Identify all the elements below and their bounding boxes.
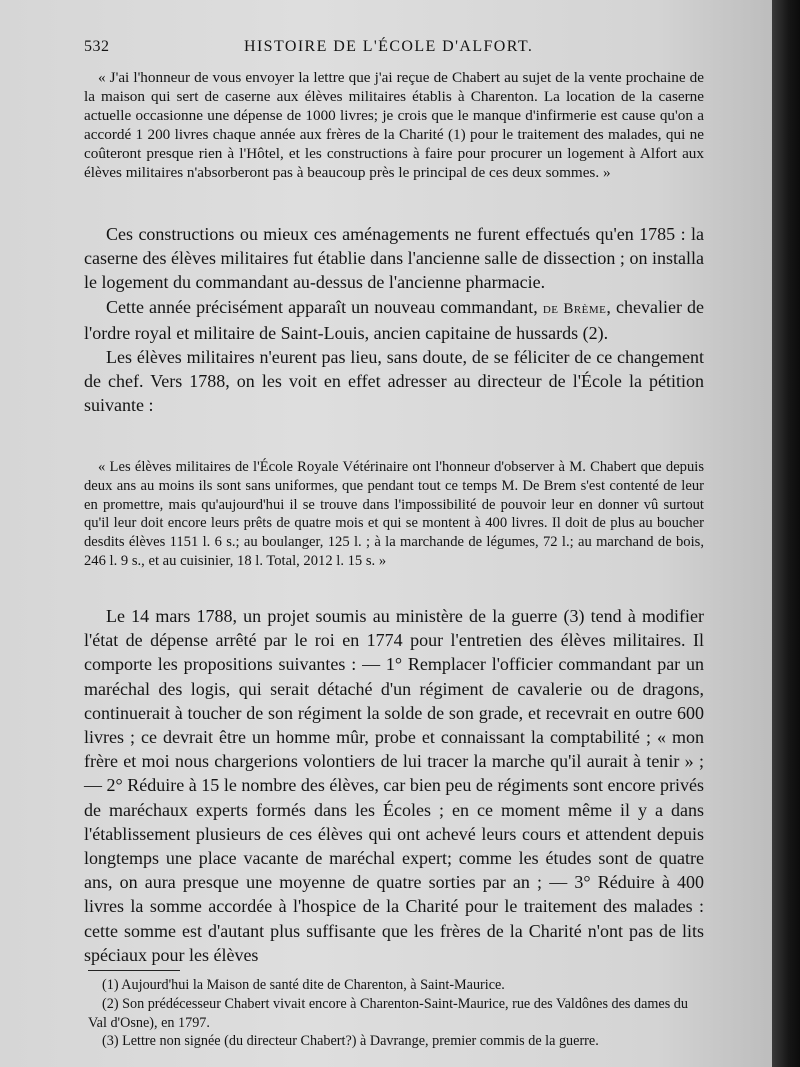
commander-name: de Brème [542,300,607,317]
paragraph-new-commander [84,295,704,345]
paragraph-text: , chevalier de l'ordre royal et militaire de Saint-Louis, ancien capitaine de hussards (2). [84,296,704,343]
footnote-separator [88,970,180,971]
footnote-3: (3) Lettre non signée (du directeur Chabert?) à Davrange, premier commis de la guerre. [102,1033,599,1050]
footnotes [88,976,702,1051]
quoted-letter-chabert: « J'ai l'honneur de vous envoyer la lettre que j'ai reçue de Chabert au sujet de la vente prochaine de la maison qui sert de caserne aux élèves militaires établis à Charenton. La location de la caserne actuelle occasionne une dépense de 1000 livres; je crois que le manque d'infirmerie est cause qu'on a accordé 1 200 livres chaque année aux frères de la Charité (1) pour le traitement des malades, qui ne coûteront presque rien à l'Hôtel, et les constructions à faire pour procurer un logement à Alfort aux élèves militaires n'absorberont pas à beaucoup près le principal de ces deux sommes. » [84,69,704,182]
paragraph-project-1788: Le 14 mars 1788, un projet soumis au ministère de la guerre (3) tend à modifier l'état de dépense arrêté par le roi en 1774 pour l'entretien des élèves militaires. Il comporte les propositions suivantes : — 1° Remplacer l'officier commandant par un maréchal des logis, qui serait détaché d'un régiment de cavalerie ou de dragons, continuerait à toucher de son régiment la solde de son grade, et recevrait en outre 600 livres ; ce devrait être un homme mûr, probe et connaissant la comptabilité ; « mon frère et moi nous chargerions volontiers de lui tracer la marche qu'il aurait à tenir » ; — 2° Réduire à 15 le nombre des élèves, car bien peu de régiments sont encore privés de maréchaux experts formés dans les Écoles ; en ce moment même il y a dans l'établissement plusieurs de ces élèves qui ont achevé leurs cours et attendent depuis longtemps une place vacante de maréchal expert; comme les études sont de quatre ans, on aura presque une moyenne de quatre sorties par an ; — 3° Réduire à 400 livres la somme accordée à l'hospice de la Charité pour le traitement des malades : cette somme est d'autant plus suffisante que les frères de la Charité n'ont pas de lits spéciaux pour les élèves [84,606,704,965]
book-gutter-shadow [772,0,800,1067]
footnote-2: (2) Son prédécesseur Chabert vivait encore à Charenton-Saint-Maurice, rue des Valdônes des dames du Val d'Osne), en 1797. [88,995,688,1031]
paragraph-text: Cette année précisément apparaît un nouveau commandant, [106,296,543,317]
main-text-lower [84,604,704,967]
running-title: HISTOIRE DE L'ÉCOLE D'ALFORT. [244,38,534,55]
main-text-upper [84,222,704,418]
quoted-petition: « Les élèves militaires de l'École Royale Vétérinaire ont l'honneur d'observer à M. Chabert que depuis deux ans au moins ils sont sans uniformes, que pendant tout ce temps M. De Brem s'est contenté de leur en promettre, mais qu'aujourd'hui il se trouve dans l'impossibilité de pouvoir leur en donner vû surtout qu'il leur doit encore leurs prêts de quatre mois et qui se montent à 400 livres. Il doit de plus au boucher desdits élèves 1151 l. 6 s.; au boulanger, 125 l. ; à la marchande de légumes, 72 l.; au marchand de bois, 246 l. 9 s., et au cuisinier, 18 l. Total, 2012 l. 15 s. » [84,459,704,569]
page-number: 532 [84,38,110,55]
paragraph-constructions: Ces constructions ou mieux ces aménagements ne furent effectués qu'en 1785 : la caserne des élèves militaires fut établie dans l'ancienne salle de dissection ; on installa le logement du commandant au-dessus de l'ancienne pharmacie. [84,224,704,293]
page-header [84,38,699,62]
footnote-1: (1) Aujourd'hui la Maison de santé dite de Charenton, à Saint-Maurice. [102,977,505,993]
paragraph-petition-intro: Les élèves militaires n'eurent pas lieu, sans doute, de se féliciter de ce changement de chef. Vers 1788, on les voit en effet adresser au directeur de l'École la pétition suivante : [84,347,704,416]
